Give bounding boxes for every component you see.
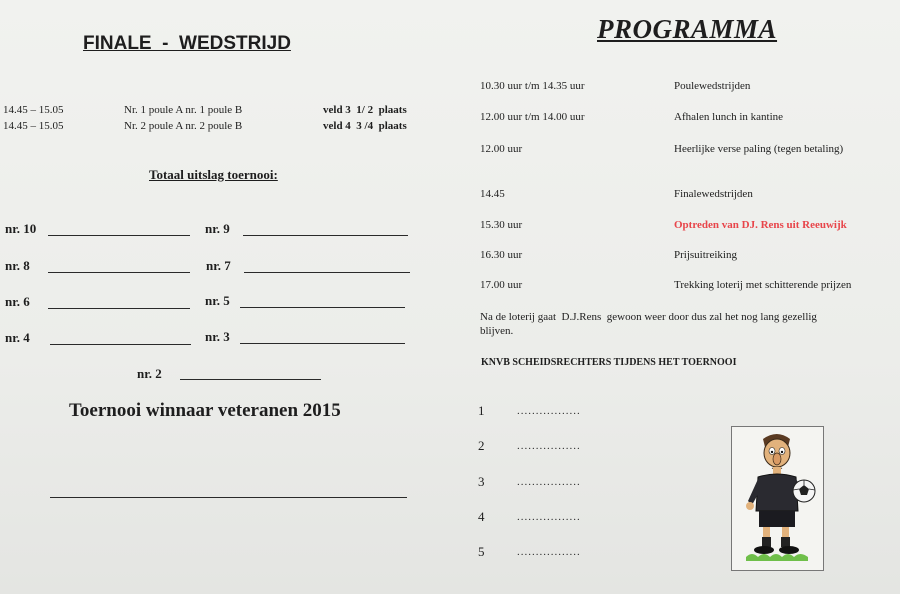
rank-line[interactable] bbox=[180, 379, 321, 380]
schedule-time: 17.00 uur bbox=[480, 279, 523, 291]
referee-dots[interactable]: ................. bbox=[517, 440, 581, 452]
referee-illustration bbox=[731, 426, 824, 571]
totaal-heading: Totaal uitslag toernooi: bbox=[149, 167, 278, 182]
schedule-time: 12.00 uur t/m 14.00 uur bbox=[480, 111, 585, 123]
schedule-event: Prijsuitreiking bbox=[674, 249, 737, 261]
schedule-time: 14.45 bbox=[480, 188, 505, 200]
rank-label: nr. 5 bbox=[205, 293, 230, 308]
match-1-teams: Nr. 1 poule A nr. 1 poule B bbox=[124, 104, 243, 116]
rank-label: nr. 6 bbox=[5, 294, 30, 309]
finale-title: FINALE - WEDSTRIJD bbox=[83, 33, 291, 54]
rank-label: nr. 9 bbox=[205, 221, 230, 236]
referee-dots[interactable]: ................. bbox=[517, 405, 581, 417]
referee-number: 1 bbox=[478, 403, 485, 418]
winner-title: Toernooi winnaar veteranen 2015 bbox=[69, 400, 341, 421]
referee-number: 4 bbox=[478, 509, 485, 524]
note-line: Na de loterij gaat D.J.Rens gewoon weer door dus zal het nog lang gezellig bbox=[480, 311, 817, 323]
schedule-event: Poulewedstrijden bbox=[674, 80, 751, 92]
referee-dots[interactable]: ................. bbox=[517, 546, 581, 558]
schedule-event: Heerlijke verse paling (tegen betaling) bbox=[674, 143, 844, 155]
rank-label: nr. 8 bbox=[5, 258, 30, 273]
match-1-field: veld 3 1/ 2 plaats bbox=[323, 104, 407, 116]
rank-line[interactable] bbox=[240, 307, 405, 308]
referee-number: 5 bbox=[478, 544, 485, 559]
referee-dots[interactable]: ................. bbox=[517, 511, 581, 523]
match-2-field: veld 4 3 /4 plaats bbox=[323, 120, 407, 132]
schedule-event: Trekking loterij met schitterende prijzen bbox=[674, 279, 852, 291]
note-line: blijven. bbox=[480, 325, 514, 337]
rank-label: nr. 7 bbox=[206, 258, 231, 273]
rank-label: nr. 2 bbox=[137, 366, 162, 381]
referee-dots[interactable]: ................. bbox=[517, 476, 581, 488]
rank-label: nr. 3 bbox=[205, 329, 230, 344]
referee-number: 3 bbox=[478, 474, 485, 489]
schedule-event: Finalewedstrijden bbox=[674, 188, 753, 200]
rank-line[interactable] bbox=[48, 272, 190, 273]
schedule-time: 10.30 uur t/m 14.35 uur bbox=[480, 80, 585, 92]
referee-number: 2 bbox=[478, 438, 485, 453]
winner-line[interactable] bbox=[50, 497, 407, 498]
programma-title: PROGRAMMA bbox=[597, 14, 778, 44]
rank-line[interactable] bbox=[240, 343, 405, 344]
referee-icon bbox=[732, 427, 823, 570]
schedule-event-highlight: Optreden van DJ. Rens uit Reeuwijk bbox=[674, 219, 847, 231]
rank-line[interactable] bbox=[48, 235, 190, 236]
rank-label: nr. 4 bbox=[5, 330, 30, 345]
schedule-time: 12.00 uur bbox=[480, 143, 523, 155]
match-1-time: 14.45 – 15.05 bbox=[3, 104, 64, 116]
match-2-teams: Nr. 2 poule A nr. 2 poule B bbox=[124, 120, 243, 132]
rank-line[interactable] bbox=[48, 308, 190, 309]
schedule-time: 16.30 uur bbox=[480, 249, 523, 261]
rank-line[interactable] bbox=[50, 344, 191, 345]
referees-heading: KNVB SCHEIDSRECHTERS TIJDENS HET TOERNOOI bbox=[481, 357, 737, 368]
rank-label: nr. 10 bbox=[5, 221, 37, 236]
rank-line[interactable] bbox=[244, 272, 410, 273]
schedule-time: 15.30 uur bbox=[480, 219, 523, 231]
schedule-event: Afhalen lunch in kantine bbox=[674, 111, 784, 123]
rank-line[interactable] bbox=[243, 235, 408, 236]
match-2-time: 14.45 – 15.05 bbox=[3, 120, 64, 132]
